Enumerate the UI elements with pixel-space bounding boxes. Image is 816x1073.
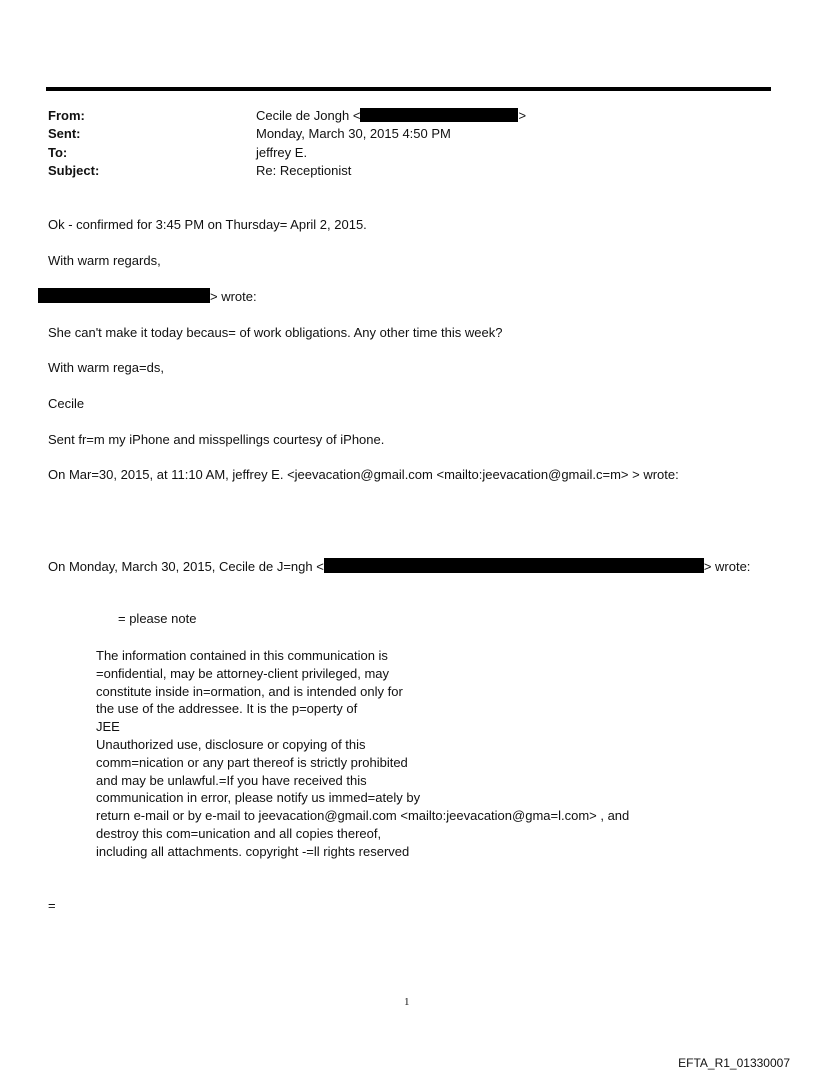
body-line: With warm regards, <box>48 253 161 268</box>
disclaimer-line: comm=nication or any part thereof is strictly prohibited <box>96 754 408 770</box>
wrote-suffix: > wrote: <box>210 289 257 304</box>
body-line: With warm rega=ds, <box>48 360 164 375</box>
from-suffix: > <box>518 108 527 123</box>
header-rule <box>46 87 771 91</box>
from-label: From: <box>48 108 85 123</box>
disclaimer-line: The information contained in this communication is <box>96 648 388 663</box>
from-name: Cecile de Jongh < <box>256 108 361 123</box>
trailing-mark: = <box>48 898 56 913</box>
note-line: = please note <box>118 611 197 626</box>
disclaimer-line: destroy this com=unication and all copies thereof, <box>96 825 382 841</box>
disclaimer-line: the use of the addressee. It is the p=operty of <box>96 701 358 717</box>
disclaimer-block <box>96 647 629 861</box>
disclaimer-line: Unauthorized use, disclosure or copying of this <box>96 736 366 752</box>
page-number: 1 <box>404 996 410 1008</box>
body-line: Ok - confirmed for 3:45 PM on Thursday= April 2, 2015. <box>48 217 367 232</box>
wrote-line <box>38 288 257 304</box>
bates-number: EFTA_R1_01330007 <box>678 1056 790 1070</box>
disclaimer-line: =onfidential, may be attorney-client privileged, may <box>96 665 390 681</box>
redaction-box <box>324 558 704 573</box>
body-line: Cecile <box>48 396 85 411</box>
redaction-box <box>360 108 518 122</box>
body-line: On Mar=30, 2015, at 11:10 AM, jeffrey E. <jeevacation@gmail.com <mailto:jeevacation@gmail.c=m> > wrote: <box>48 467 679 482</box>
redaction-box <box>38 288 210 303</box>
sent-value: Monday, March 30, 2015 4:50 PM <box>256 126 451 141</box>
subject-value: Re: Receptionist <box>256 163 352 178</box>
from-value <box>256 108 526 123</box>
body-line: Sent fr=m my iPhone and misspellings courtesy of iPhone. <box>48 432 385 447</box>
quoted-header-line <box>48 558 750 574</box>
subject-label: Subject: <box>48 163 100 178</box>
quoted-suffix: > wrote: <box>703 559 751 574</box>
disclaimer-line: constitute inside in=ormation, and is intended only for <box>96 683 403 699</box>
quoted-prefix: On Monday, March 30, 2015, Cecile de J=ngh < <box>48 559 324 574</box>
disclaimer-line: including all attachments. copyright -=ll rights reserved <box>96 843 410 859</box>
body-line: She can't make it today becaus= of work obligations. Any other time this week? <box>48 325 503 340</box>
disclaimer-line: and may be unlawful.=If you have received this <box>96 772 367 788</box>
sent-label: Sent: <box>48 126 81 141</box>
to-label: To: <box>48 145 68 160</box>
disclaimer-line: return e-mail or by e-mail to jeevacation@gmail.com <mailto:jeevacation@gma=l.com> , and <box>96 808 630 824</box>
disclaimer-line: JEE <box>96 719 120 735</box>
to-value: jeffrey E. <box>256 145 308 160</box>
disclaimer-line: communication in error, please notify us immed=ately by <box>96 790 421 806</box>
